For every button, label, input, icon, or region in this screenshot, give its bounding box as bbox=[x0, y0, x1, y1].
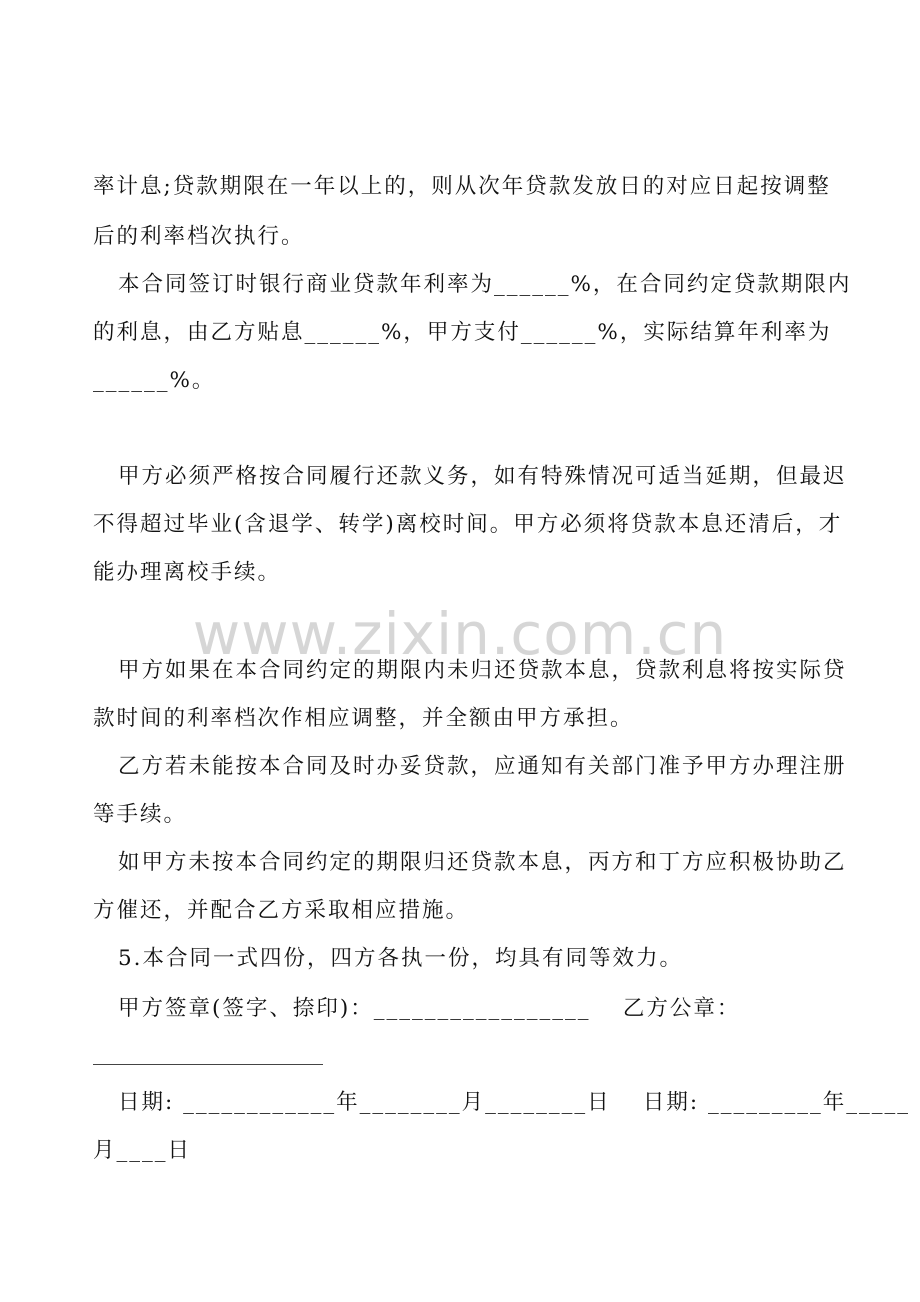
text-line: 乙方若未能按本合同及时办妥贷款，应通知有关部门准予甲方办理注册 bbox=[118, 754, 847, 779]
text-line: 等手续。 bbox=[93, 802, 188, 827]
text-line: 如甲方未按本合同约定的期限归还贷款本息，丙方和丁方应积极协助乙 bbox=[118, 850, 847, 875]
text-line: 后的利率档次执行。 bbox=[93, 224, 305, 249]
text-line: 方催还，并配合乙方采取相应措施。 bbox=[93, 898, 470, 923]
text-line: 甲方如果在本合同约定的期限内未归还贷款本息，贷款利息将按实际贷 bbox=[118, 658, 847, 683]
text-line: 本合同签订时银行商业贷款年利率为______%，在合同约定贷款期限内 bbox=[118, 272, 852, 297]
date-line: 月____日 bbox=[93, 1138, 192, 1163]
text-line: 5.本合同一式四份，四方各执一份，均具有同等效力。 bbox=[118, 946, 684, 971]
text-line: ______%。 bbox=[93, 368, 216, 393]
text-line: 甲方必须严格按合同履行还款义务，如有特殊情况可适当延期，但最迟 bbox=[118, 464, 847, 489]
date-line: 日期: ____________年________月________日 日期: _________年_____ bbox=[118, 1090, 910, 1115]
watermark: www.zixin.com.cn bbox=[192, 600, 728, 668]
text-line: 的利息，由乙方贴息______%，甲方支付______%，实际结算年利率为 bbox=[93, 320, 832, 345]
text-line: 款时间的利率档次作相应调整，并全额由甲方承担。 bbox=[93, 706, 634, 731]
text-line: 率计息;贷款期限在一年以上的，则从次年贷款发放日的对应日起按调整 bbox=[93, 174, 831, 199]
signature-blank bbox=[93, 1064, 323, 1065]
text-line: 不得超过毕业(含退学、转学)离校时间。甲方必须将贷款本息还清后，才 bbox=[93, 512, 843, 537]
text-line: 能办理离校手续。 bbox=[93, 560, 282, 585]
signature-line: 甲方签章(签字、捺印)：_________________ 乙方公章： bbox=[118, 996, 741, 1021]
